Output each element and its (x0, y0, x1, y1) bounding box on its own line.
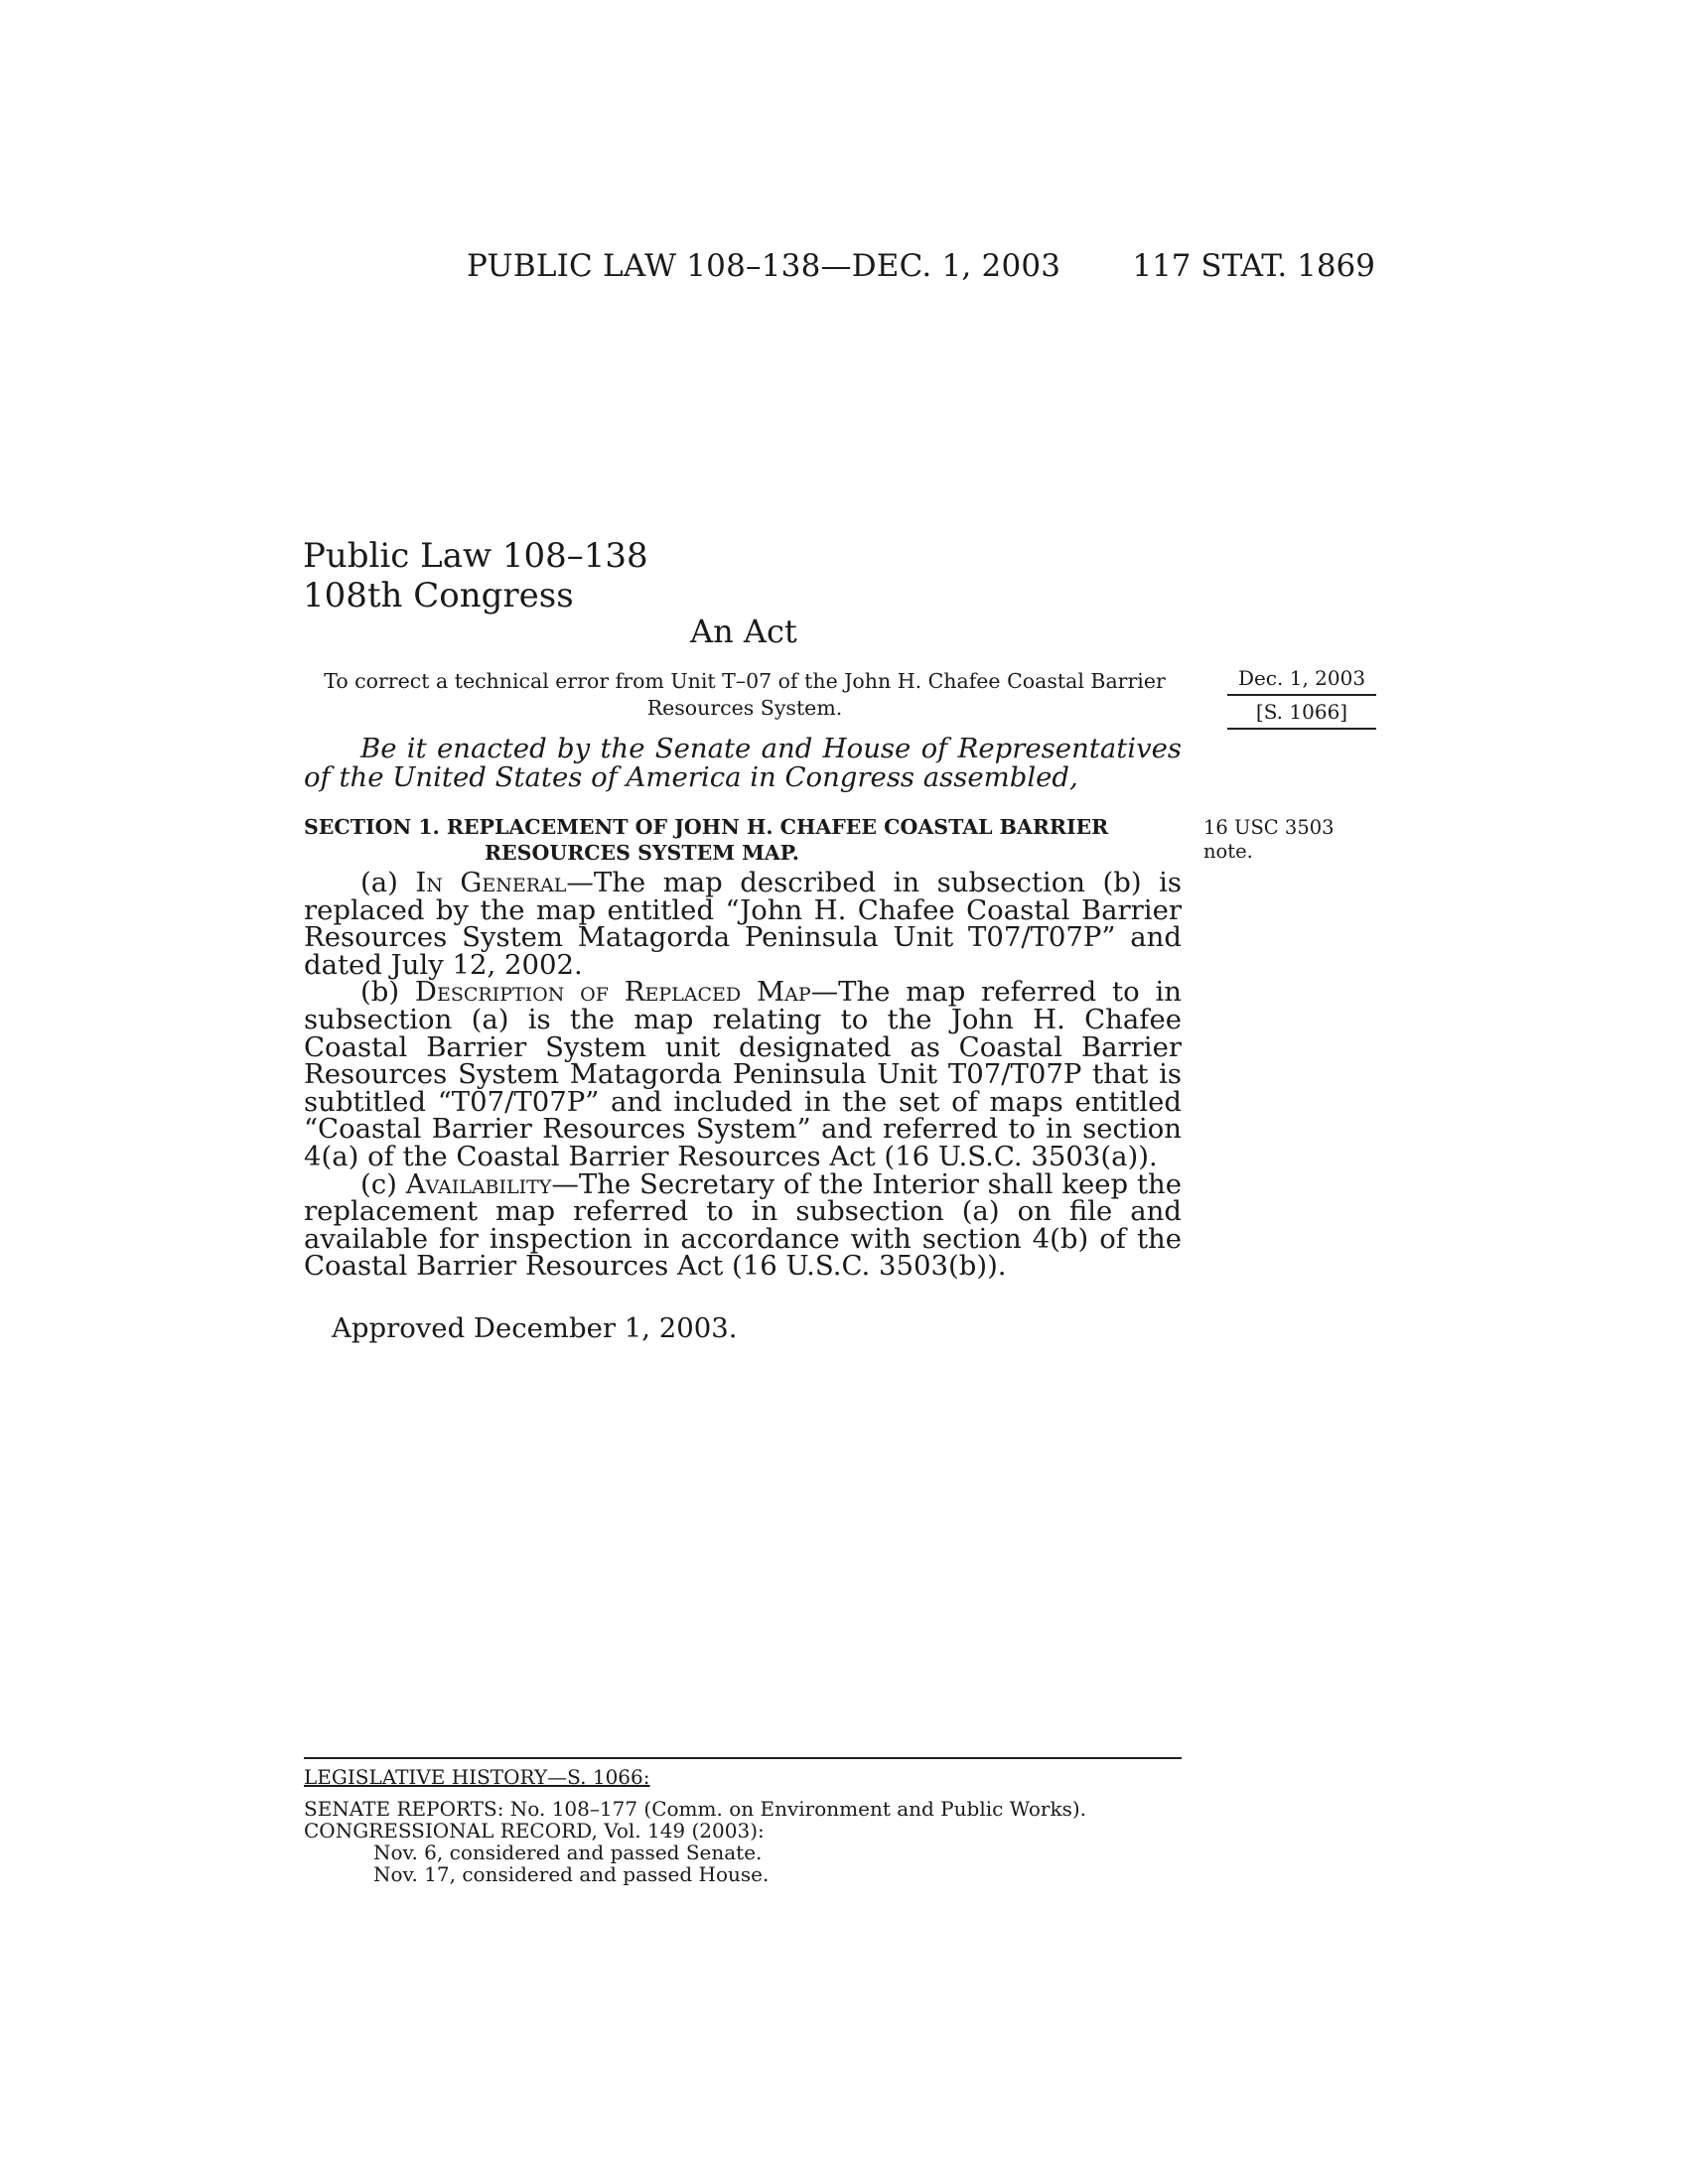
subsection-b-text: —The map referred to in subsection (a) is the map relating to the John H. Chafee Coastal Barrier System unit designated as Coastal Barrier Resources System Matagorda Peninsula Unit T07/T07P that is subtitled “T07/T07P” and included in the set of maps entitled “Coastal Barrier Resources System” and referred to in section 4(a) of the Coastal Barrier Resources Act (16 U.S.C. 3503(a)). (304, 976, 1182, 1172)
public-law-number: Public Law 108–138 (303, 536, 648, 576)
legislative-history (304, 1766, 1197, 1885)
margin-date: Dec. 1, 2003 (1237, 666, 1366, 690)
congress-number: 108th Congress (303, 576, 574, 615)
subsection-c-text: —The Secretary of the Interior shall keep the replacement map referred to in subsection (a) on file and available for inspection in accordance with section 4(b) of the Coastal Barrier Resources Act (16 U.S.C. 3503(b)). (304, 1167, 1182, 1283)
section-title-line1: REPLACEMENT OF JOHN H. CHAFEE COASTAL BARRIER (446, 815, 1109, 839)
margin-usc-note (1203, 816, 1335, 864)
running-head: PUBLIC LAW 108–138—DEC. 1, 2003 (467, 248, 1061, 284)
margin-bill-rule (1227, 728, 1376, 730)
section-heading (304, 814, 1182, 866)
subsection-a-heading: In General (415, 867, 567, 898)
margin-date-rule (1227, 694, 1376, 696)
act-purpose: To correct a technical error from Unit T–07 of the John H. Chafee Coastal Barrier Resources System. (324, 669, 1166, 720)
footer-rule (304, 1757, 1182, 1759)
subsection-c-heading: Availability (405, 1167, 552, 1200)
section-body (304, 867, 1182, 1283)
senate-reports: SENATE REPORTS: No. 108–177 (Comm. on Environment and Public Works). (304, 1797, 1087, 1821)
statute-page-reference: 117 STAT. 1869 (1132, 248, 1375, 284)
congressional-record: CONGRESSIONAL RECORD, Vol. 149 (2003): (304, 1819, 765, 1843)
margin-note-word: note. (1203, 840, 1253, 863)
margin-usc-citation: 16 USC 3503 (1203, 816, 1335, 839)
history-action-house: Nov. 17, considered and passed House. (373, 1862, 770, 1886)
approval-date: Approved December 1, 2003. (332, 1312, 738, 1344)
margin-bill-number: [S. 1066] (1255, 700, 1348, 724)
legislative-history-heading: LEGISLATIVE HISTORY—S. 1066: (304, 1765, 650, 1789)
section-title-line2: RESOURCES SYSTEM MAP. (485, 841, 799, 865)
history-action-senate: Nov. 6, considered and passed Senate. (373, 1841, 763, 1864)
enacting-clause: Be it enacted by the Senate and House of Representatives of the United States of America in Congress assembled, (304, 733, 1182, 793)
law-title-block (303, 536, 648, 615)
margin-date-block (1227, 666, 1376, 734)
subsection-a: (a) In General—The map described in subsection (b) is replaced by the map entitled “John H. Chafee Coastal Barrier Resources System Matagorda Peninsula Unit T07/T07P” and dated July 12, 2002. (304, 867, 1182, 981)
section-label: SECTION 1. (304, 815, 440, 839)
act-heading: An Act (690, 613, 797, 650)
subsection-a-text: —The map described in subsection (b) is replaced by the map entitled “John H. Chafee Coastal Barrier Resources System Matagorda Peninsula Unit T07/T07P” and dated July 12, 2002. (304, 867, 1182, 981)
subsection-c: (c) Availability—The Secretary of the Interior shall keep the replacement map referred to in subsection (a) on file and available for inspection in accordance with section 4(b) of the Coastal Barrier Resources Act (16 U.S.C. 3503(b)). (304, 1167, 1182, 1283)
subsection-b: (b) Description of Replaced Map—The map referred to in subsection (a) is the map relating to the John H. Chafee Coastal Barrier System unit designated as Coastal Barrier Resources System Matagorda Peninsula Unit T07/T07P that is subtitled “T07/T07P” and included in the set of maps entitled “Coastal Barrier Resources System” and referred to in section 4(a) of the Coastal Barrier Resources Act (16 U.S.C. 3503(a)). (304, 976, 1182, 1172)
subsection-b-heading: Description of Replaced Map (414, 976, 811, 1009)
